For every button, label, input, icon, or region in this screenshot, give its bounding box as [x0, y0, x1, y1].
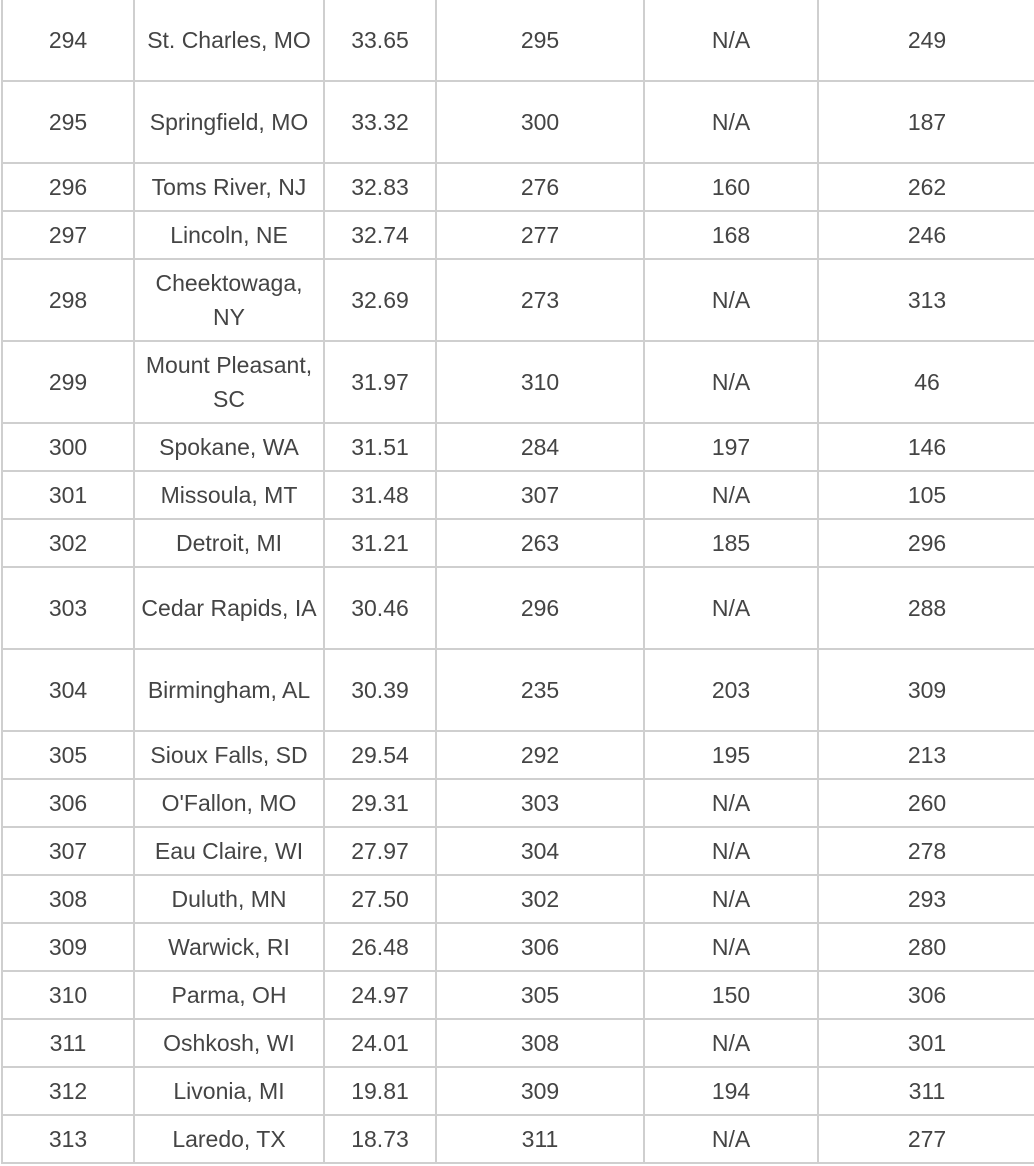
rank-cell: 299	[2, 341, 134, 423]
table-row	[2, 649, 1034, 731]
rank-col4-cell: 263	[436, 519, 644, 567]
rank-col4-cell: 305	[436, 971, 644, 1019]
rank-col6-cell: 260	[818, 779, 1034, 827]
score-cell: 24.97	[324, 971, 436, 1019]
rank-cell: 312	[2, 1067, 134, 1115]
rank-col5-cell: 194	[644, 1067, 818, 1115]
rank-cell: 301	[2, 471, 134, 519]
rank-cell: 306	[2, 779, 134, 827]
city-cell: Mount Pleasant, SC	[134, 341, 324, 423]
rank-col6-cell: 309	[818, 649, 1034, 731]
rank-col4-cell: 311	[436, 1115, 644, 1163]
table-row	[2, 423, 1034, 471]
rank-col6-cell: 311	[818, 1067, 1034, 1115]
rank-col6-cell: 246	[818, 211, 1034, 259]
rank-col5-cell: N/A	[644, 81, 818, 163]
score-cell: 31.97	[324, 341, 436, 423]
city-cell: Toms River, NJ	[134, 163, 324, 211]
city-cell: Detroit, MI	[134, 519, 324, 567]
table-row	[2, 567, 1034, 649]
rank-col6-cell: 306	[818, 971, 1034, 1019]
city-cell: Eau Claire, WI	[134, 827, 324, 875]
table-row	[2, 211, 1034, 259]
score-cell: 18.73	[324, 1115, 436, 1163]
rank-col5-cell: 203	[644, 649, 818, 731]
city-cell: Cheektowaga, NY	[134, 259, 324, 341]
rank-col5-cell: N/A	[644, 341, 818, 423]
score-cell: 33.32	[324, 81, 436, 163]
city-cell: Missoula, MT	[134, 471, 324, 519]
rank-col5-cell: 185	[644, 519, 818, 567]
table-row	[2, 923, 1034, 971]
rank-col4-cell: 276	[436, 163, 644, 211]
score-cell: 31.48	[324, 471, 436, 519]
rank-col5-cell: N/A	[644, 923, 818, 971]
table-row	[2, 341, 1034, 423]
rank-col6-cell: 277	[818, 1115, 1034, 1163]
rank-col5-cell: 168	[644, 211, 818, 259]
table-row	[2, 163, 1034, 211]
rank-cell: 311	[2, 1019, 134, 1067]
rank-col6-cell: 213	[818, 731, 1034, 779]
table-row	[2, 259, 1034, 341]
table-row	[2, 875, 1034, 923]
rank-col6-cell: 249	[818, 0, 1034, 81]
rank-col5-cell: 197	[644, 423, 818, 471]
rank-col6-cell: 46	[818, 341, 1034, 423]
rank-col4-cell: 295	[436, 0, 644, 81]
table-row	[2, 827, 1034, 875]
table-row	[2, 1067, 1034, 1115]
rank-cell: 305	[2, 731, 134, 779]
table-row	[2, 1019, 1034, 1067]
ranking-table-body	[2, 0, 1034, 1163]
score-cell: 31.21	[324, 519, 436, 567]
city-cell: Birmingham, AL	[134, 649, 324, 731]
rank-cell: 310	[2, 971, 134, 1019]
rank-cell: 302	[2, 519, 134, 567]
rank-col4-cell: 303	[436, 779, 644, 827]
rank-col5-cell: N/A	[644, 0, 818, 81]
rank-col5-cell: 160	[644, 163, 818, 211]
rank-cell: 297	[2, 211, 134, 259]
rank-col4-cell: 309	[436, 1067, 644, 1115]
rank-col4-cell: 292	[436, 731, 644, 779]
score-cell: 24.01	[324, 1019, 436, 1067]
table-row	[2, 0, 1034, 81]
rank-col5-cell: N/A	[644, 471, 818, 519]
rank-col4-cell: 300	[436, 81, 644, 163]
rank-col6-cell: 296	[818, 519, 1034, 567]
city-cell: Duluth, MN	[134, 875, 324, 923]
table-row	[2, 471, 1034, 519]
ranking-table	[1, 0, 1034, 1164]
rank-col4-cell: 296	[436, 567, 644, 649]
rank-cell: 313	[2, 1115, 134, 1163]
rank-col4-cell: 284	[436, 423, 644, 471]
rank-cell: 298	[2, 259, 134, 341]
table-row	[2, 519, 1034, 567]
rank-col6-cell: 288	[818, 567, 1034, 649]
rank-col6-cell: 293	[818, 875, 1034, 923]
score-cell: 32.69	[324, 259, 436, 341]
rank-col6-cell: 146	[818, 423, 1034, 471]
table-row	[2, 779, 1034, 827]
rank-col6-cell: 301	[818, 1019, 1034, 1067]
city-cell: Sioux Falls, SD	[134, 731, 324, 779]
rank-col4-cell: 310	[436, 341, 644, 423]
rank-cell: 295	[2, 81, 134, 163]
rank-col5-cell: N/A	[644, 259, 818, 341]
rank-col5-cell: N/A	[644, 779, 818, 827]
rank-col5-cell: N/A	[644, 875, 818, 923]
score-cell: 32.74	[324, 211, 436, 259]
rank-col5-cell: 150	[644, 971, 818, 1019]
city-cell: Parma, OH	[134, 971, 324, 1019]
table-row	[2, 971, 1034, 1019]
rank-col5-cell: N/A	[644, 1115, 818, 1163]
rank-cell: 294	[2, 0, 134, 81]
city-cell: Warwick, RI	[134, 923, 324, 971]
rank-col4-cell: 308	[436, 1019, 644, 1067]
city-cell: Lincoln, NE	[134, 211, 324, 259]
rank-col5-cell: 195	[644, 731, 818, 779]
rank-cell: 303	[2, 567, 134, 649]
score-cell: 33.65	[324, 0, 436, 81]
city-cell: Springfield, MO	[134, 81, 324, 163]
rank-col6-cell: 187	[818, 81, 1034, 163]
rank-cell: 296	[2, 163, 134, 211]
rank-col4-cell: 304	[436, 827, 644, 875]
table-row	[2, 81, 1034, 163]
rank-col4-cell: 273	[436, 259, 644, 341]
score-cell: 26.48	[324, 923, 436, 971]
city-cell: Cedar Rapids, IA	[134, 567, 324, 649]
score-cell: 29.31	[324, 779, 436, 827]
table-row	[2, 1115, 1034, 1163]
score-cell: 30.46	[324, 567, 436, 649]
rank-col6-cell: 313	[818, 259, 1034, 341]
rank-cell: 309	[2, 923, 134, 971]
score-cell: 29.54	[324, 731, 436, 779]
city-cell: Spokane, WA	[134, 423, 324, 471]
rank-cell: 308	[2, 875, 134, 923]
rank-col5-cell: N/A	[644, 1019, 818, 1067]
rank-col6-cell: 280	[818, 923, 1034, 971]
rank-col5-cell: N/A	[644, 827, 818, 875]
score-cell: 27.97	[324, 827, 436, 875]
rank-col6-cell: 105	[818, 471, 1034, 519]
rank-col6-cell: 278	[818, 827, 1034, 875]
score-cell: 19.81	[324, 1067, 436, 1115]
score-cell: 30.39	[324, 649, 436, 731]
city-cell: O'Fallon, MO	[134, 779, 324, 827]
city-cell: Laredo, TX	[134, 1115, 324, 1163]
rank-cell: 300	[2, 423, 134, 471]
city-cell: Livonia, MI	[134, 1067, 324, 1115]
score-cell: 31.51	[324, 423, 436, 471]
rank-cell: 304	[2, 649, 134, 731]
city-cell: St. Charles, MO	[134, 0, 324, 81]
score-cell: 27.50	[324, 875, 436, 923]
rank-col6-cell: 262	[818, 163, 1034, 211]
rank-col4-cell: 306	[436, 923, 644, 971]
rank-col4-cell: 235	[436, 649, 644, 731]
rank-col5-cell: N/A	[644, 567, 818, 649]
score-cell: 32.83	[324, 163, 436, 211]
city-cell: Oshkosh, WI	[134, 1019, 324, 1067]
table-row	[2, 731, 1034, 779]
rank-col4-cell: 307	[436, 471, 644, 519]
rank-col4-cell: 302	[436, 875, 644, 923]
rank-col4-cell: 277	[436, 211, 644, 259]
rank-cell: 307	[2, 827, 134, 875]
